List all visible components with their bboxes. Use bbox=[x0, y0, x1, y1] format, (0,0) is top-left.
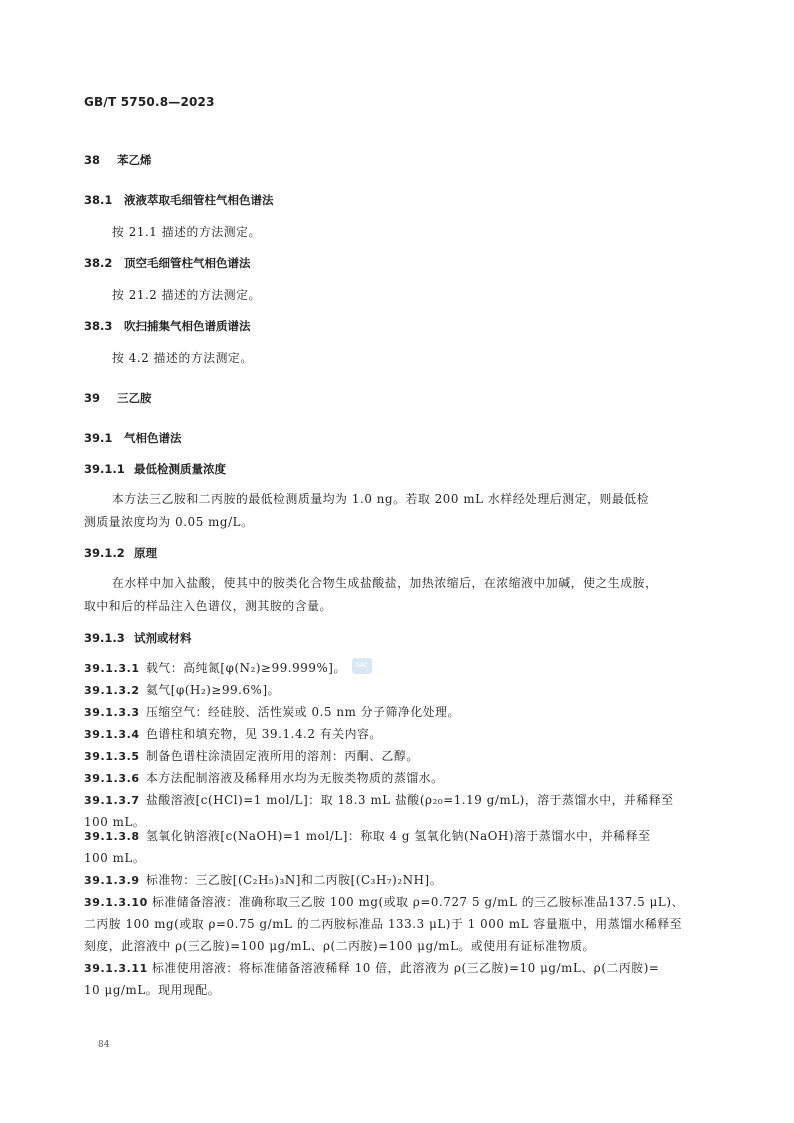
section-title: 苯乙烯 bbox=[117, 153, 152, 167]
paragraph-line: 测质量浓度均为 0.05 mg/L。 bbox=[84, 515, 254, 529]
section-number: 38.1 bbox=[84, 193, 113, 207]
document-header: GB/T 5750.8—2023 bbox=[84, 95, 215, 109]
section-title: 原理 bbox=[134, 546, 157, 560]
section-title: 气相色谱法 bbox=[124, 431, 182, 445]
section-heading-38-3 bbox=[84, 318, 251, 334]
section-title: 三乙胺 bbox=[117, 391, 152, 405]
section-number: 39.1.1 bbox=[84, 462, 125, 476]
section-title: 吹扫捕集气相色谱质谱法 bbox=[124, 319, 251, 333]
section-heading-39-1-1 bbox=[84, 461, 226, 477]
section-number: 38 bbox=[84, 153, 101, 167]
section-number: 38.3 bbox=[84, 319, 113, 333]
section-title: 顶空毛细管柱气相色谱法 bbox=[124, 256, 251, 270]
section-title: 试剂或材料 bbox=[134, 631, 192, 645]
item-number: 39.1.3.2 bbox=[84, 684, 140, 697]
list-item bbox=[84, 681, 280, 698]
section-heading-39-1-3 bbox=[84, 630, 192, 646]
section-number: 39.1.2 bbox=[84, 546, 125, 560]
section-heading-39-1 bbox=[84, 430, 182, 446]
paragraph: 按 21.2 描述的方法测定。 bbox=[112, 288, 261, 302]
list-item-continuation: 100 mL。 bbox=[84, 815, 146, 829]
item-number: 39.1.3.6 bbox=[84, 772, 140, 785]
item-text: 氦气[φ(H₂)≥99.6%]。 bbox=[146, 683, 281, 697]
item-number: 39.1.3.3 bbox=[84, 706, 140, 719]
list-item bbox=[84, 703, 460, 720]
section-heading-38 bbox=[84, 152, 152, 168]
list-item-continuation: 二丙胺 100 mg(或取 ρ=0.75 g/mL 的二丙胺标准品 133.3 μL)于 1 000 mL 容量瓶中，用蒸馏水稀释至 bbox=[84, 917, 683, 931]
section-heading-39 bbox=[84, 390, 152, 406]
item-number: 39.1.3.11 bbox=[84, 962, 148, 975]
section-heading-38-2 bbox=[84, 255, 251, 271]
list-item bbox=[84, 827, 651, 844]
list-item bbox=[84, 893, 684, 910]
paragraph-line: 取中和后的样品注入色谱仪，测其胺的含量。 bbox=[84, 599, 332, 613]
list-item bbox=[84, 659, 346, 676]
item-text: 色谱柱和填充物，见 39.1.4.2 有关内容。 bbox=[146, 727, 382, 741]
item-text: 标准使用溶液：将标准储备溶液稀释 10 倍，此溶液为 ρ(三乙胺)=10 μg/mL、ρ(二丙胺)= bbox=[152, 961, 660, 975]
paragraph-line: 在水样中加入盐酸，使其中的胺类化合物生成盐酸盐，加热浓缩后，在浓缩液中加碱，使之生成胺， bbox=[112, 576, 658, 590]
list-item-continuation: 100 mL。 bbox=[84, 851, 146, 865]
list-item bbox=[84, 747, 419, 764]
item-number: 39.1.3.5 bbox=[84, 750, 140, 763]
list-item bbox=[84, 871, 442, 888]
item-number: 39.1.3.9 bbox=[84, 874, 140, 887]
list-item bbox=[84, 959, 659, 976]
item-number: 39.1.3.4 bbox=[84, 728, 140, 741]
paragraph: 按 4.2 描述的方法测定。 bbox=[112, 351, 253, 365]
item-text: 标准物：三乙胺[(C₂H₅)₃N]和二丙胺[(C₃H₇)₂NH]。 bbox=[146, 873, 443, 887]
item-number: 39.1.3.7 bbox=[84, 794, 140, 807]
item-number: 39.1.3.10 bbox=[84, 896, 148, 909]
item-text: 压缩空气：经硅胶、活性炭或 0.5 nm 分子筛净化处理。 bbox=[146, 705, 460, 719]
paragraph-line: 本方法三乙胺和二丙胺的最低检测质量均为 1.0 ng。若取 200 mL 水样经处理后测定，则最低检 bbox=[112, 492, 650, 506]
section-number: 39.1.3 bbox=[84, 631, 125, 645]
item-text: 载气：高纯氮[φ(N₂)≥99.999%]。 bbox=[146, 661, 346, 675]
watermark-logo: SAC bbox=[352, 658, 372, 674]
item-text: 标准储备溶液：准确称取三乙胺 100 mg(或取 ρ=0.727 5 g/mL 的三乙胺标准品137.5 μL)、 bbox=[152, 895, 684, 909]
section-number: 39.1 bbox=[84, 431, 113, 445]
section-heading-38-1 bbox=[84, 192, 274, 208]
list-item bbox=[84, 791, 674, 808]
list-item-continuation: 10 μg/mL。现用现配。 bbox=[84, 983, 221, 997]
list-item bbox=[84, 769, 444, 786]
item-text: 本方法配制溶液及稀释用水均为无胺类物质的蒸馏水。 bbox=[146, 771, 444, 785]
section-title: 液液萃取毛细管柱气相色谱法 bbox=[124, 193, 274, 207]
item-text: 制备色谱柱涂渍固定液所用的溶剂：丙酮、乙醇。 bbox=[146, 749, 419, 763]
section-title: 最低检测质量浓度 bbox=[134, 462, 226, 476]
item-text: 氢氧化钠溶液[c(NaOH)=1 mol/L]：称取 4 g 氢氧化钠(NaOH)溶于蒸馏水中，并稀释至 bbox=[146, 829, 651, 843]
item-number: 39.1.3.1 bbox=[84, 662, 140, 675]
page-number: 84 bbox=[98, 1040, 110, 1050]
list-item-continuation: 刻度，此溶液中 ρ(三乙胺)=100 μg/mL、ρ(二丙胺)=100 μg/mL。或使用有证标准物质。 bbox=[84, 939, 595, 953]
item-text: 盐酸溶液[c(HCl)=1 mol/L]：取 18.3 mL 盐酸(ρ₂₀=1.19 g/mL)，溶于蒸馏水中，并稀释至 bbox=[146, 793, 674, 807]
paragraph: 按 21.1 描述的方法测定。 bbox=[112, 225, 261, 239]
list-item bbox=[84, 725, 382, 742]
item-number: 39.1.3.8 bbox=[84, 830, 140, 843]
section-heading-39-1-2 bbox=[84, 545, 157, 561]
section-number: 39 bbox=[84, 391, 101, 405]
section-number: 38.2 bbox=[84, 256, 113, 270]
